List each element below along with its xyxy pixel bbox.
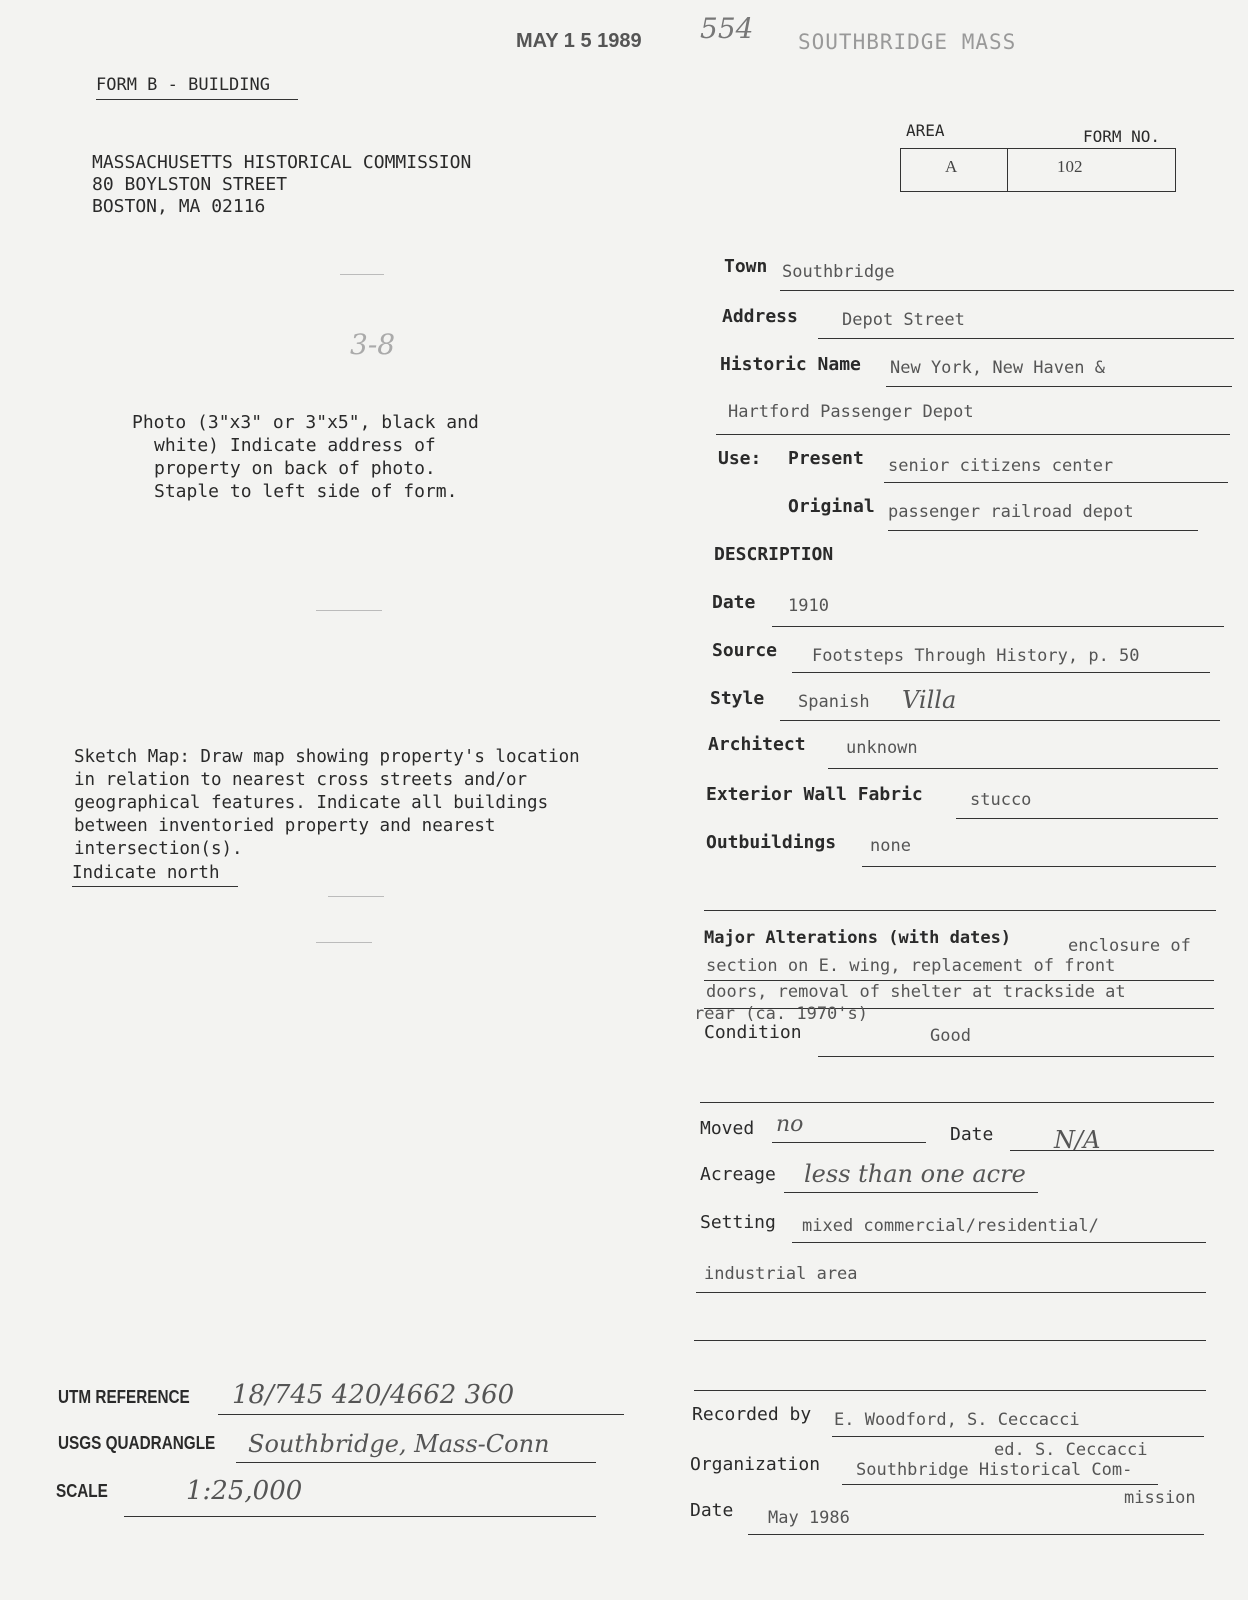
alterations-value-4: rear (ca. 1970's) [694, 1004, 868, 1024]
moved-date-value: N/A [1054, 1126, 1101, 1154]
photo-instr-3: property on back of photo. [154, 458, 436, 479]
condition-label: Condition [704, 1022, 802, 1043]
sketch-instr-4: between inventoried property and nearest [74, 816, 496, 836]
style-label: Style [710, 688, 765, 709]
scan-speck [316, 942, 372, 943]
utm-label: UTM REFERENCE [58, 1387, 190, 1407]
moved-date-label: Date [950, 1124, 994, 1145]
acreage-label: Acreage [700, 1164, 776, 1185]
recorded-by-label: Recorded by [692, 1404, 812, 1425]
address-label: Address [722, 306, 798, 327]
record-date-value: May 1986 [768, 1508, 850, 1528]
usgs-value: Southbridge, Mass-Conn [248, 1430, 550, 1458]
organization-value: Southbridge Historical Com- [856, 1460, 1133, 1480]
photo-instr-2: white) Indicate address of [154, 435, 436, 456]
style-value-hand: Villa [902, 686, 957, 714]
historic-name-label: Historic Name [720, 354, 861, 375]
area-value: A [945, 157, 958, 176]
style-value: Spanish [798, 692, 870, 712]
commission-city: BOSTON, MA 02116 [92, 196, 266, 217]
use-original-value: passenger railroad depot [888, 502, 1134, 522]
town-value: Southbridge [782, 262, 895, 282]
organization-label: Organization [690, 1454, 821, 1475]
alterations-value-1: enclosure of [1068, 936, 1191, 956]
usgs-label: USGS QUADRANGLE [58, 1433, 216, 1453]
outbuildings-label: Outbuildings [706, 832, 837, 853]
indicate-north: Indicate north [72, 863, 220, 883]
source-value: Footsteps Through History, p. 50 [812, 646, 1140, 666]
setting-value-1: mixed commercial/residential/ [802, 1216, 1099, 1236]
description-heading: DESCRIPTION [714, 544, 834, 565]
scan-speck [340, 274, 384, 275]
area-box-divider [1007, 149, 1008, 191]
use-present-value: senior citizens center [888, 456, 1114, 476]
exterior-label: Exterior Wall Fabric [706, 784, 923, 805]
use-label: Use: [718, 448, 762, 469]
town-stamp: SOUTHBRIDGE MASS [798, 30, 1017, 54]
alterations-label: Major Alterations (with dates) [704, 928, 1012, 948]
scan-speck [316, 610, 382, 611]
setting-label: Setting [700, 1212, 776, 1233]
received-stamp: MAY 1 5 1989 [516, 30, 642, 52]
address-value: Depot Street [842, 310, 965, 330]
use-present-label: Present [788, 448, 864, 469]
acreage-value: less than one acre [804, 1160, 1026, 1188]
source-label: Source [712, 640, 778, 661]
alterations-value-2: section on E. wing, replacement of front [706, 956, 1116, 976]
sketch-instr-1: Sketch Map: Draw map showing property's location [74, 747, 580, 767]
photo-instr-4: Staple to left side of form. [154, 481, 458, 502]
photo-instr-1: Photo (3"x3" or 3"x5", black and [132, 412, 479, 433]
architect-label: Architect [708, 734, 806, 755]
alterations-value-3: doors, removal of shelter at trackside at [706, 982, 1126, 1002]
record-date-label: Date [690, 1500, 734, 1521]
organization-value-wrap: mission [1124, 1488, 1196, 1508]
architect-value: unknown [846, 738, 918, 758]
scale-label: SCALE [56, 1481, 108, 1501]
handwritten-number: 554 [700, 12, 754, 45]
sketch-instr-3: geographical features. Indicate all buildings [74, 793, 549, 813]
outbuildings-value: none [870, 836, 911, 856]
area-label: AREA [906, 121, 945, 140]
date-label: Date [712, 592, 756, 613]
moved-value: no [776, 1112, 804, 1137]
commission-street: 80 BOYLSTON STREET [92, 174, 288, 195]
historic-name-value-2: Hartford Passenger Depot [728, 402, 974, 422]
town-label: Town [724, 256, 768, 277]
scan-speck [328, 896, 384, 897]
moved-label: Moved [700, 1118, 755, 1139]
use-original-label: Original [788, 496, 875, 517]
condition-value: Good [930, 1026, 971, 1046]
historic-name-value-1: New York, New Haven & [890, 358, 1105, 378]
commission-name: MASSACHUSETTS HISTORICAL COMMISSION [92, 152, 472, 173]
scale-value: 1:25,000 [186, 1476, 303, 1506]
setting-value-2: industrial area [704, 1264, 858, 1284]
photo-note: 3-8 [350, 328, 396, 361]
sketch-instr-5: intersection(s). [74, 839, 243, 859]
sketch-instr-2: in relation to nearest cross streets and/or [74, 770, 528, 790]
form-no-value: 102 [1057, 157, 1083, 176]
utm-value: 18/745 420/4662 360 [232, 1380, 515, 1410]
date-value: 1910 [788, 596, 829, 616]
form-title: FORM B - BUILDING [96, 75, 270, 95]
area-form-box [900, 148, 1176, 192]
exterior-value: stucco [970, 790, 1032, 810]
organization-value-top: ed. S. Ceccacci [994, 1440, 1148, 1460]
form-no-label: FORM NO. [1083, 127, 1161, 146]
recorded-by-value: E. Woodford, S. Ceccacci [834, 1410, 1080, 1430]
